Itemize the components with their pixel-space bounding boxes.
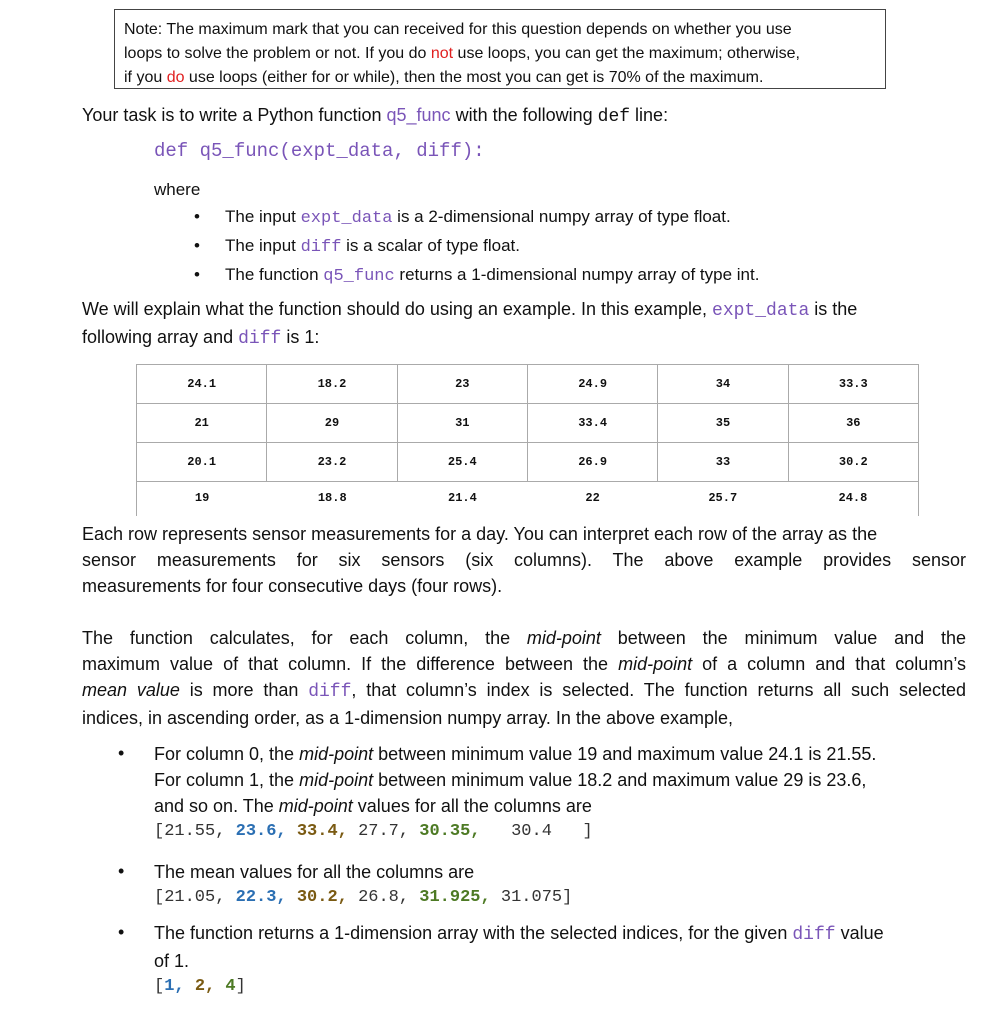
table-cell: 18.2 [267,365,397,403]
table-cell: 25.4 [398,443,528,481]
where-label: where [154,180,201,199]
list-item: • The input diff is a scalar of type float. [194,236,521,257]
def-line: def q5_func(expt_data, diff): [154,140,485,162]
bullet-dot: • [118,861,125,881]
rows-paragraph: Each row represents sensor measurements for a day. You can interpret each row of the array as the sensor measurements for six sensors (six columns). The above example provides sensor measurements for four consecutive days (four rows). [82,524,966,596]
calc-paragraph: The function calculates, for each column, the mid-point between the minimum value and the maximum value of that column. If the difference between the mid-point of a column and that column’s mean value is more than diff, that column’s index is selected. The function returns all such selected indices, in ascending order, as a 1-dimension numpy array. In the above example, [82,628,967,728]
function-name: q5_func [386,105,451,125]
bullet-dot: • [118,922,125,942]
note-line-1: Note: The maximum mark that you can received for this question depends on whether you use [124,21,792,38]
table-cell: 33.4 [528,404,658,442]
midpoint-explanation: For column 0, the mid-point between minimum value 19 and maximum value 24.1 is 21.55. For column 1, the mid-point between minimum value 18.2 and maximum value 29 is 23.6, and so on. The mid-point values for all the columns are [21.55, 23.6, 33.4, 27.7, 30.35, 30.4 ] [154,741,876,845]
table-cell: 29 [267,404,397,442]
table-cell: 20.1 [137,443,267,481]
table-cell: 25.7 [708,491,738,505]
do-word: do [166,69,185,86]
not-word: not [430,45,454,62]
explain-paragraph: We will explain what the function should do using an example. In this example, expt_data is the following array and diff is 1: [82,299,858,349]
table-cell: 22 [585,491,600,505]
table-cell: 35 [658,404,788,442]
result-array: [1, 2, 4] [154,977,246,996]
midpoint-array: [21.55, 23.6, 33.4, 27.7, 30.35, 30.4 ] [154,822,593,841]
table-cell: 33 [658,443,788,481]
table-cell: 18.8 [317,491,347,505]
table-cell: 24.9 [528,365,658,403]
task-line: Your task is to write a Python function q5_func with the following def line: [82,105,669,127]
example-array-table [136,364,919,516]
table-cell: 19 [194,491,210,505]
bullet-dot: • [118,743,125,763]
table-row [137,404,918,443]
table-cell: 21 [137,404,267,442]
note-box [114,9,886,89]
table-cell: 23 [398,365,528,403]
table-cell: 34 [658,365,788,403]
def-keyword: def [597,107,631,127]
table-row [137,443,918,482]
note-line-3: if you do use loops (either for or while), then the most you can get is 70% of the maximum. [124,69,764,86]
table-cell: 24.8 [838,491,868,505]
table-cell: 33.3 [838,377,868,391]
table-cell: 26.9 [528,443,658,481]
mean-array: [21.05, 22.3, 30.2, 26.8, 31.925, 31.075] [154,888,573,907]
note-line-2: loops to solve the problem or not. If you do not use loops, you can get the maximum; otherwise, [124,45,800,62]
table-cell: 31 [398,404,528,442]
table-row [137,482,918,515]
list-item: • The function q5_func returns a 1-dimensional numpy array of type int. [194,265,760,286]
table-cell: 36 [846,416,861,430]
table-cell: 30.2 [838,455,868,469]
input-bullet-list [194,203,759,290]
list-item: • The input expt_data is a 2-dimensional numpy array of type float. [194,207,731,228]
result-explanation: The function returns a 1-dimension array with the selected indices, for the given diff value of 1. [1, 2, 4] [154,920,884,1000]
table-cell: 21.4 [448,491,477,505]
table-cell: 23.2 [267,443,397,481]
table-cell: 24.1 [137,365,267,403]
mean-explanation: The mean values for all the columns are [21.05, 22.3, 30.2, 26.8, 31.925, 31.075] [154,859,572,911]
table-row [137,365,918,404]
